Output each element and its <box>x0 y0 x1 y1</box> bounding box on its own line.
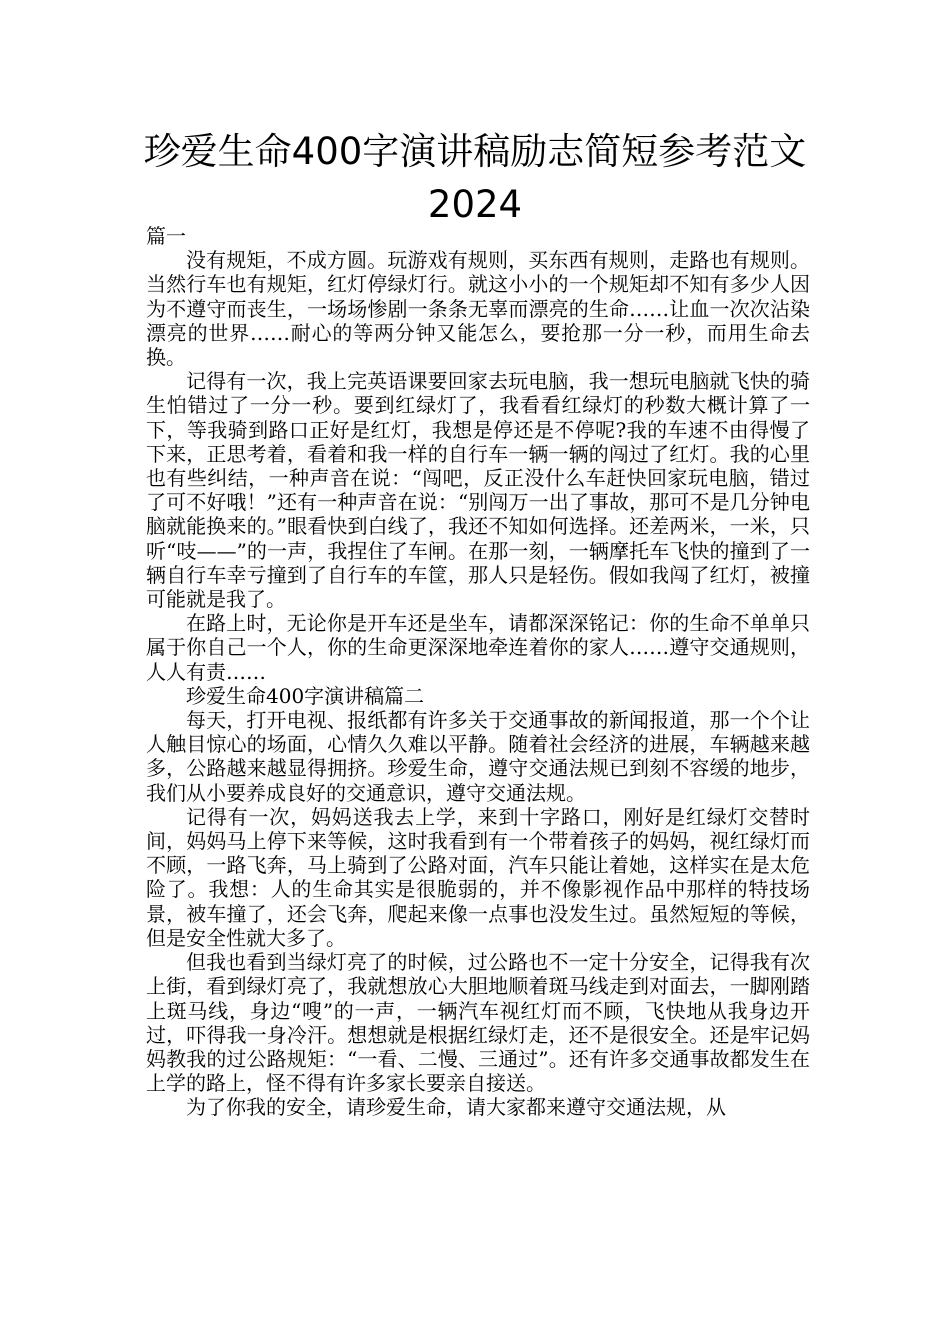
document-title: 珍爱生命400字演讲稿励志简短参考范文2024 <box>143 130 807 226</box>
paragraph: 记得有一次，我上完英语课要回家去玩电脑，我一想玩电脑就飞快的骑生怕错过了一分一秒。要到红绿灯了，我看看红绿灯的秒数大概计算了一下，等我骑到路口正好是红灯，我想是停还是不停呢?我的车速不由得慢了下来，正思考着，看着和我一样的自行车一辆一辆的闯过了红灯。我的心里也有些纠结，一种声音在说：“闯吧，反正没什么车赶快回家玩电脑，错过了可不好哦！”还有一种声音在说：“别闯万一出了事故，那可不是几分钟电脑就能换来的。”眼看快到白线了，我还不知如何选择。还差两米，一米，只听“吱——”的一声，我捏住了车闸。在那一刻，一辆摩托车飞快的撞到了一辆自行车幸亏撞到了自行车的车筐，那人只是轻伤。假如我闯了红灯，被撞可能就是我了。 <box>146 369 810 612</box>
paragraph: 没有规矩，不成方圆。玩游戏有规则，买东西有规则，走路也有规则。当然行车也有规矩，红灯停绿灯行。就这小小的一个规矩却不知有多少人因为不遵守而丧生，一场场惨剧一条条无辜而漂亮的生命……让血一次次沾染漂亮的世界……耐心的等两分钟又能怎么，要抢那一分一秒，而用生命去换。 <box>146 248 810 370</box>
document-body <box>146 224 810 1120</box>
section-label-2: 珍爱生命400字演讲稿篇二 <box>186 683 425 708</box>
paragraph: 记得有一次，妈妈送我去上学，来到十字路口，刚好是红绿灯交替时间，妈妈马上停下来等候，这时我看到有一个带着孩子的妈妈，视红绿灯而不顾，一路飞奔，马上骑到了公路对面，汽车只能让着她，这样实在是太危险了。我想：人的生命其实是很脆弱的，并不像影视作品中那样的特技场景，被车撞了，还会飞奔，爬起来像一点事也没发生过。虽然短短的等候，但是安全性就大多了。 <box>146 804 810 950</box>
paragraph: 但我也看到当绿灯亮了的时候，过公路也不一定十分安全，记得我有次上街，看到绿灯亮了，我就想放心大胆地顺着斑马线走到对面去，一脚刚踏上斑马线，身边“嗖”的一声，一辆汽车视红灯而不顾，飞快地从我身边开过，吓得我一身冷汗。想想就是根据红绿灯走，还不是很安全。还是牢记妈妈教我的过公路规矩：“一看、二慢、三通过”。还有许多交通事故都发生在上学的路上，怪不得有许多家长要亲自接送。 <box>146 950 810 1096</box>
section-label-1: 篇一 <box>146 224 186 248</box>
paragraph: 每天，打开电视、报纸都有许多关于交通事故的新闻报道，那一个个让人触目惊心的场面，心情久久难以平静。随着社会经济的进展，车辆越来越多，公路越来越显得拥挤。珍爱生命，遵守交通法规已到刻不容缓的地步，我们从小要养成良好的交通意识，遵守交通法规。 <box>146 708 810 805</box>
paragraph: 为了你我的安全，请珍爱生命，请大家都来遵守交通法规，从 <box>186 1095 726 1120</box>
paragraph: 在路上时，无论你是开车还是坐车，请都深深铭记：你的生命不单单只属于你自己一个人，你的生命更深深地牵连着你的家人……遵守交通规则，人人有责…… <box>146 611 810 684</box>
